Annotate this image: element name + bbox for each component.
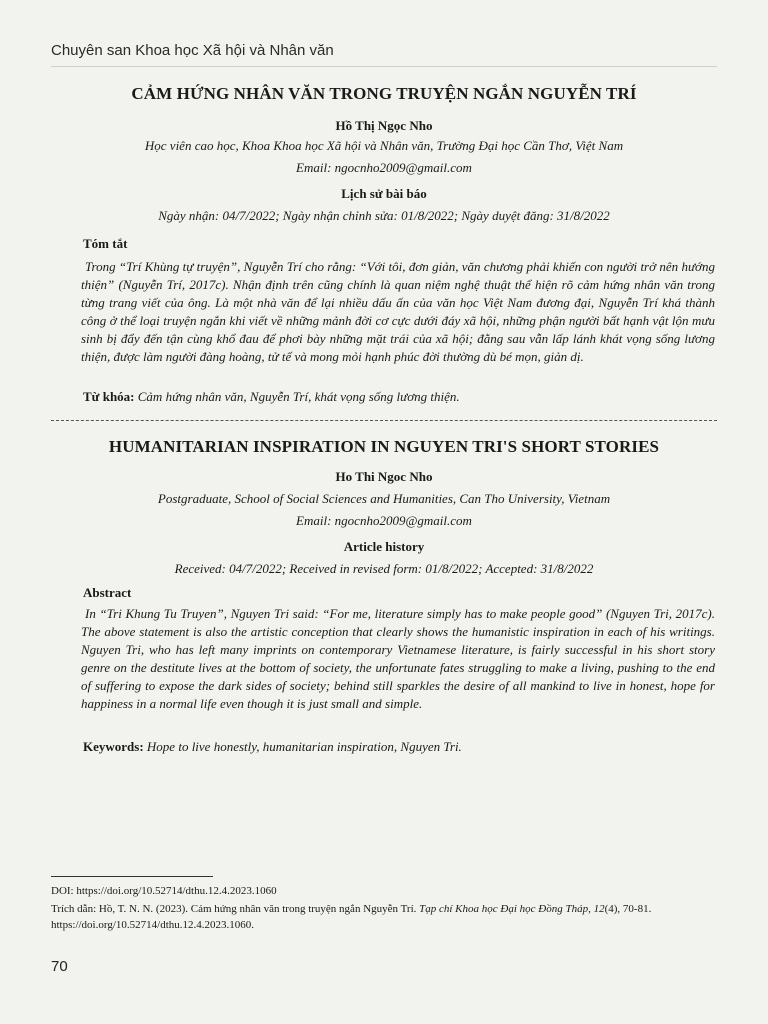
english-abstract-label: Abstract <box>83 585 132 600</box>
vietnamese-title: CẢM HỨNG NHÂN VĂN TRONG TRUYỆN NGẮN NGUYỄN TRÍ <box>131 84 637 103</box>
english-keywords-label: Keywords: <box>83 739 144 754</box>
vietnamese-abstract-label: Tóm tắt <box>83 236 128 251</box>
english-history: Received: 04/7/2022; Received in revised form: 01/8/2022; Accepted: 31/8/2022 <box>174 561 594 576</box>
english-email: Email: ngocnho2009@gmail.com <box>296 513 472 528</box>
vietnamese-affiliation: Học viên cao học, Khoa Khoa học Xã hội và Nhân văn, Trường Đại học Cần Thơ, Việt Nam <box>144 138 624 153</box>
citation-volume: 12 <box>593 903 605 915</box>
vietnamese-abstract: Trong “Trí Khùng tự truyện”, Nguyễn Trí cho rằng: “Với tôi, đơn giản, văn chương phải khiến con người trở nên hướng thiện” (Nguyễn Trí, 2017c). Nhận định trên cũng chính là quan niệm nghệ thuật thể hiện rõ cảm hứng nhân văn trong từng trang viết của ông. Là một nhà văn để lại nhiều dấu ấn của văn học Việt Nam đương đại, Nguyễn Trí khá thành công ở thể loại truyện ngắn khi viết về những mảnh đời cơ cực dưới đáy xã hội, những phận người bất hạnh vật lộn mưu sinh bị đẩy đến tận cùng khổ đau để phơi bày những mặt trái của xã hội; đằng sau vẫn lấp lánh khát vọng sống lương thiện, được làm người đàng hoàng, tử tế và mong mỏi hạnh phúc đời thường dù bé mọn, giản dị. <box>81 259 715 364</box>
header-divider <box>51 66 717 67</box>
journal-header: Chuyên san Khoa học Xã hội và Nhân văn <box>51 42 334 59</box>
page-number: 70 <box>51 958 68 975</box>
citation-prefix: Trích dẫn: Hồ, T. N. N. (2023). Cảm hứng nhân văn trong truyện ngắn Nguyễn Trí. <box>51 903 417 915</box>
section-divider <box>51 420 717 421</box>
english-history-label: Article history <box>343 539 425 554</box>
vietnamese-email: Email: ngocnho2009@gmail.com <box>296 160 472 175</box>
english-keywords <box>83 739 715 755</box>
citation-line <box>51 901 715 933</box>
footnote-divider <box>51 876 213 877</box>
vietnamese-author: Hồ Thị Ngọc Nho <box>335 118 433 133</box>
vietnamese-keywords-label: Từ khóa: <box>83 389 135 404</box>
vietnamese-keywords-text: Cảm hứng nhân văn, Nguyễn Trí, khát vọng sống lương thiện. <box>137 389 460 404</box>
english-keywords-text: Hope to live honestly, humanitarian inspiration, Nguyen Tri. <box>146 739 462 754</box>
english-abstract: In “Tri Khung Tu Truyen”, Nguyen Tri said: “For me, literature simply has to make people good” (Nguyen Tri, 2017c). The above statement is also the artistic conception that clearly shows the humanistic inspiration in each of his writings. Nguyen Tri, who has left many imprints on contemporary Vietnamese literature, is fairly successful in his short story genre on the destitute lives at the bottom of society, the unfortunate fates struggling to make a living, pushing to the end of suffering to expose the dark sides of society; behind still sparkles the desire of all mankind to live in honest, hope for happiness in a normal life even though it is just small and simple. <box>81 606 715 711</box>
vietnamese-history-label: Lịch sử bài báo <box>341 186 427 201</box>
english-title: HUMANITARIAN INSPIRATION IN NGUYEN TRI'S SHORT STORIES <box>108 437 660 456</box>
english-author: Ho Thi Ngoc Nho <box>335 469 433 484</box>
doi-line: DOI: https://doi.org/10.52714/dthu.12.4.2023.1060 <box>51 885 277 897</box>
citation-suffix: (4), 70-81. https://doi.org/10.52714/dthu.12.4.2023.1060. <box>51 903 652 931</box>
vietnamese-history: Ngày nhận: 04/7/2022; Ngày nhận chỉnh sửa: 01/8/2022; Ngày duyệt đăng: 31/8/2022 <box>158 208 610 223</box>
vietnamese-keywords <box>83 389 715 405</box>
citation-journal: Tạp chí Khoa học Đại học Đồng Tháp, <box>419 903 591 915</box>
english-affiliation: Postgraduate, School of Social Sciences and Humanities, Can Tho University, Vietnam <box>157 491 611 506</box>
